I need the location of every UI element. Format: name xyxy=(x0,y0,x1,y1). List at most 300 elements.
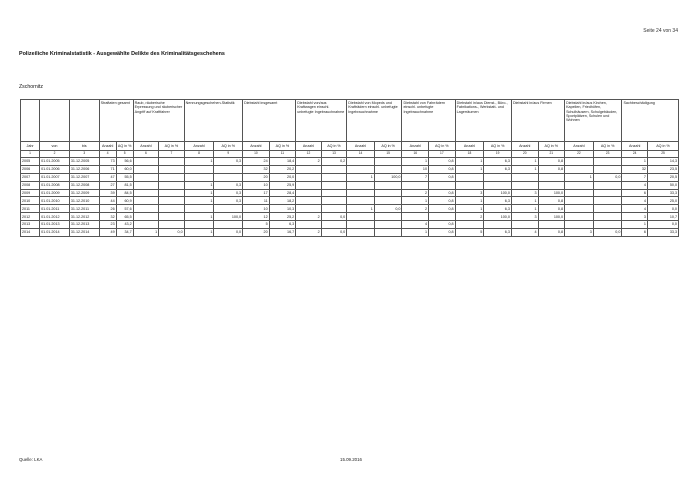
table-cell xyxy=(565,221,594,229)
table-cell xyxy=(159,158,185,166)
table-cell xyxy=(347,229,375,237)
table-cell: 1 xyxy=(455,158,484,166)
table-cell: 1 xyxy=(455,165,484,173)
table-cell: 0,8 xyxy=(429,158,456,166)
table-cell xyxy=(347,165,375,173)
table-row xyxy=(21,197,679,205)
table-cell: 2 xyxy=(296,229,322,237)
table-cell: 6,3 xyxy=(484,205,512,213)
group-header: Diebstahl in/aus Dienst-, Büro-, Fabrikations-, Werkstatt- und Lagerräumen xyxy=(455,100,511,142)
table-cell xyxy=(321,189,347,197)
table-cell: 34,7 xyxy=(116,229,133,237)
table-cell: 1 xyxy=(402,158,429,166)
header-spacer xyxy=(69,100,99,142)
table-cell xyxy=(484,173,512,181)
table-cell xyxy=(214,173,243,181)
table-cell: 0,0 xyxy=(321,229,347,237)
group-header: Diebstahl in/aus Firmen xyxy=(511,100,564,142)
table-cell: 0,8 xyxy=(538,197,565,205)
table-cell: 2 xyxy=(455,213,484,221)
table-cell: 31.12.2006 xyxy=(69,165,99,173)
table-cell: 2009 xyxy=(21,189,40,197)
column-header-clearance-rate: AQ in % xyxy=(214,142,243,151)
table-cell xyxy=(214,221,243,229)
table-cell: 32 xyxy=(622,165,648,173)
table-cell: 0,0 xyxy=(593,173,622,181)
table-cell: 1 xyxy=(184,197,214,205)
table-cell xyxy=(347,189,375,197)
table-cell xyxy=(511,173,538,181)
column-number: 5 xyxy=(116,151,133,158)
group-header: Sachbeschädigung xyxy=(622,100,679,142)
table-cell: 100,0 xyxy=(374,173,402,181)
table-cell xyxy=(538,181,565,189)
footer-date: 15.09.2016 xyxy=(340,457,362,462)
table-cell: 100,0 xyxy=(538,189,565,197)
table-row xyxy=(21,221,679,229)
table-cell xyxy=(593,189,622,197)
table-cell xyxy=(593,197,622,205)
table-cell xyxy=(296,189,322,197)
table-cell: 1 xyxy=(184,229,214,237)
table-cell xyxy=(402,181,429,189)
table-cell: 65,5 xyxy=(116,213,133,221)
table-row xyxy=(21,205,679,213)
table-cell: 12 xyxy=(243,213,270,221)
table-cell: 1 xyxy=(402,229,429,237)
table-cell xyxy=(321,181,347,189)
location-label: Zschornitz xyxy=(19,84,43,90)
column-header-count: Anzahl xyxy=(243,142,270,151)
table-cell: 1 xyxy=(622,221,648,229)
table-cell: 43,2 xyxy=(116,221,133,229)
table-cell: 2007 xyxy=(21,173,40,181)
column-number: 2 xyxy=(40,151,70,158)
table-cell: 47 xyxy=(99,173,116,181)
table-cell: 0,8 xyxy=(429,165,456,173)
table-cell: 1 xyxy=(511,165,538,173)
column-header-clearance-rate: AQ in % xyxy=(159,142,185,151)
table-cell xyxy=(455,173,484,181)
table-cell: 4 xyxy=(622,197,648,205)
table-cell: 31.12.2009 xyxy=(69,189,99,197)
table-cell: 6,3 xyxy=(269,221,296,229)
table-cell: 01.01.2005 xyxy=(40,158,70,166)
table-cell: 0,0 xyxy=(321,213,347,221)
table-cell xyxy=(538,173,565,181)
table-cell: 23 xyxy=(99,221,116,229)
column-header-count: Anzahl xyxy=(565,142,594,151)
table-cell xyxy=(296,197,322,205)
column-header-count: Anzahl xyxy=(99,142,116,151)
table-cell xyxy=(184,165,214,173)
group-header: Straftaten gesamt xyxy=(99,100,133,142)
table-cell: 31.12.2005 xyxy=(69,158,99,166)
table-cell: 60,9 xyxy=(116,197,133,205)
table-cell: 6,3 xyxy=(484,165,512,173)
table-cell: 3 xyxy=(622,213,648,221)
table-cell xyxy=(511,221,538,229)
column-number: 7 xyxy=(159,151,185,158)
table-cell: 01.01.2009 xyxy=(40,189,70,197)
column-header-clearance-rate: AQ in % xyxy=(593,142,622,151)
table-cell: 5 xyxy=(455,229,484,237)
column-header-count: Anzahl xyxy=(455,142,484,151)
table-cell xyxy=(133,197,159,205)
table-cell: 0,8 xyxy=(429,221,456,229)
table-cell: 25,0 xyxy=(647,197,678,205)
column-header-from: von xyxy=(40,142,70,151)
table-cell xyxy=(374,213,402,221)
table-cell xyxy=(214,165,243,173)
table-cell: 2 xyxy=(402,205,429,213)
column-header-count: Anzahl xyxy=(296,142,322,151)
table-cell: 49 xyxy=(99,229,116,237)
table-cell xyxy=(374,165,402,173)
column-number: 12 xyxy=(296,151,322,158)
table-cell xyxy=(347,213,375,221)
column-number: 9 xyxy=(214,151,243,158)
table-cell xyxy=(374,229,402,237)
table-cell: 2008 xyxy=(21,181,40,189)
table-cell: 0,2 xyxy=(321,158,347,166)
table-cell: 25,9 xyxy=(269,181,296,189)
table-cell: 1 xyxy=(184,158,214,166)
column-number: 1 xyxy=(21,151,40,158)
column-number: 20 xyxy=(511,151,538,158)
table-row xyxy=(21,165,679,173)
table-cell xyxy=(429,213,456,221)
table-cell: 0,3 xyxy=(214,197,243,205)
table-cell: 2013 xyxy=(21,221,40,229)
table-row xyxy=(21,173,679,181)
table-cell xyxy=(159,205,185,213)
table-group-header-row xyxy=(21,100,679,142)
table-cell: 3 xyxy=(511,189,538,197)
table-cell: 10,3 xyxy=(269,205,296,213)
table-cell xyxy=(347,197,375,205)
table-cell xyxy=(184,173,214,181)
table-cell: 10 xyxy=(402,165,429,173)
table-cell: 1 xyxy=(565,173,594,181)
table-cell xyxy=(565,165,594,173)
column-number: 17 xyxy=(429,151,456,158)
column-header-clearance-rate: AQ in % xyxy=(269,142,296,151)
table-cell: 01.01.2007 xyxy=(40,173,70,181)
table-cell: 31.12.2011 xyxy=(69,205,99,213)
table-cell: 32 xyxy=(99,213,116,221)
table-cell xyxy=(159,181,185,189)
table-cell: 18,4 xyxy=(269,158,296,166)
column-header-year: Jahr xyxy=(21,142,40,151)
footer-source: Quelle: LKA xyxy=(19,457,43,462)
table-cell: 0,3 xyxy=(214,158,243,166)
group-header: Diebstahl von/aus Kraftwagen einschl. unbefugte Ingebrauchnahme xyxy=(296,100,347,142)
document-title: Polizeiliche Kriminalstatistik - Ausgewählte Delikte des Kriminalitätsgeschehens xyxy=(19,51,225,57)
table-cell: 2012 xyxy=(21,213,40,221)
table-cell xyxy=(374,158,402,166)
table-cell: 24 xyxy=(243,158,270,166)
table-cell: 0,8 xyxy=(538,205,565,213)
table-cell: 10,7 xyxy=(647,213,678,221)
table-cell: 20,0 xyxy=(269,173,296,181)
column-header-count: Anzahl xyxy=(184,142,214,151)
table-cell: 01.01.2008 xyxy=(40,181,70,189)
table-cell xyxy=(565,205,594,213)
table-cell: 3 xyxy=(511,213,538,221)
table-cell xyxy=(429,181,456,189)
table-cell: 4 xyxy=(402,221,429,229)
table-cell xyxy=(593,158,622,166)
table-cell xyxy=(347,158,375,166)
table-cell xyxy=(133,173,159,181)
table-cell xyxy=(374,197,402,205)
table-cell xyxy=(321,221,347,229)
table-cell xyxy=(214,205,243,213)
table-cell: 11 xyxy=(243,197,270,205)
table-cell: 0,8 xyxy=(429,197,456,205)
column-number: 3 xyxy=(69,151,99,158)
table-cell: 100,0 xyxy=(484,189,512,197)
table-cell: 1 xyxy=(455,197,484,205)
table-cell xyxy=(133,213,159,221)
table-cell xyxy=(484,181,512,189)
table-cell xyxy=(374,181,402,189)
table-column-number-row xyxy=(21,151,679,158)
table-cell: 0,3 xyxy=(214,189,243,197)
header-spacer xyxy=(21,100,40,142)
table-cell: 0,0 xyxy=(647,205,678,213)
table-cell xyxy=(511,181,538,189)
table-cell: 1 xyxy=(511,205,538,213)
table-cell: 6,3 xyxy=(484,229,512,237)
table-cell xyxy=(184,205,214,213)
table-cell: 0,3 xyxy=(214,181,243,189)
table-cell: 2 xyxy=(296,213,322,221)
table-cell xyxy=(593,213,622,221)
table-cell xyxy=(565,181,594,189)
table-cell: 0,0 xyxy=(214,229,243,237)
table-cell xyxy=(133,165,159,173)
column-header-clearance-rate: AQ in % xyxy=(116,142,133,151)
table-cell: 20 xyxy=(243,229,270,237)
table-cell: 1 xyxy=(511,158,538,166)
column-number: 8 xyxy=(184,151,214,158)
table-cell: 56,6 xyxy=(116,158,133,166)
table-cell: 2011 xyxy=(21,205,40,213)
table-cell: 0,8 xyxy=(538,229,565,237)
table-cell: 1 xyxy=(511,197,538,205)
column-header-to: bis xyxy=(69,142,99,151)
table-cell xyxy=(159,221,185,229)
table-row xyxy=(21,158,679,166)
table-cell: 84,5 xyxy=(116,189,133,197)
table-cell: 26 xyxy=(99,205,116,213)
table-cell xyxy=(374,189,402,197)
column-number: 15 xyxy=(374,151,402,158)
table-cell: 1 xyxy=(455,205,484,213)
table-cell: 0,8 xyxy=(429,205,456,213)
table-cell xyxy=(133,205,159,213)
table-cell: 27 xyxy=(99,181,116,189)
table-cell xyxy=(184,221,214,229)
table-cell: 25,2 xyxy=(269,213,296,221)
table-cell: 71 xyxy=(99,165,116,173)
table-cell: 20 xyxy=(243,173,270,181)
column-number: 13 xyxy=(321,151,347,158)
table-cell: 32 xyxy=(243,165,270,173)
table-cell: 2 xyxy=(296,158,322,166)
table-cell: 2 xyxy=(402,189,429,197)
table-row xyxy=(21,189,679,197)
group-header: Diebstahl von Mopeds und Krafträdern einschl. unbefugte Ingebrauchnahme xyxy=(347,100,402,142)
table-cell xyxy=(565,158,594,166)
table-cell: 33,3 xyxy=(647,229,678,237)
table-cell xyxy=(133,181,159,189)
column-header-clearance-rate: AQ in % xyxy=(321,142,347,151)
header-spacer xyxy=(40,100,70,142)
table-cell: 55,5 xyxy=(116,173,133,181)
column-number: 10 xyxy=(243,151,270,158)
table-cell: 01.01.2006 xyxy=(40,165,70,173)
column-number: 18 xyxy=(455,151,484,158)
table-row xyxy=(21,213,679,221)
table-cell: 1 xyxy=(347,205,375,213)
table-cell xyxy=(296,205,322,213)
column-number: 24 xyxy=(622,151,648,158)
table-cell xyxy=(565,197,594,205)
table-cell xyxy=(593,221,622,229)
table-cell xyxy=(296,173,322,181)
table-cell: 0,0 xyxy=(159,229,185,237)
table-cell xyxy=(159,173,185,181)
table-cell: 01.01.2012 xyxy=(40,213,70,221)
table-cell: 33,3 xyxy=(647,189,678,197)
table-cell xyxy=(455,221,484,229)
table-cell: 17 xyxy=(243,189,270,197)
table-cell: 1 xyxy=(184,213,214,221)
column-header-count: Anzahl xyxy=(511,142,538,151)
table-cell xyxy=(593,165,622,173)
table-cell xyxy=(321,197,347,205)
table-cell: 4 xyxy=(511,229,538,237)
column-number: 14 xyxy=(347,151,375,158)
column-header-clearance-rate: AQ in % xyxy=(538,142,565,151)
table-cell: 5 xyxy=(243,221,270,229)
table-cell: 7 xyxy=(402,173,429,181)
table-unit-header-row xyxy=(21,142,679,151)
table-cell: 01.01.2013 xyxy=(40,221,70,229)
column-header-clearance-rate: AQ in % xyxy=(484,142,512,151)
table-cell xyxy=(133,158,159,166)
table-cell: 0,8 xyxy=(538,165,565,173)
table-cell: 28,4 xyxy=(269,189,296,197)
column-header-count: Anzahl xyxy=(347,142,375,151)
table-cell: 20,5 xyxy=(647,173,678,181)
table-cell: 39 xyxy=(99,189,116,197)
table-cell: 0,0 xyxy=(593,229,622,237)
table-cell xyxy=(538,221,565,229)
column-number: 11 xyxy=(269,151,296,158)
table-cell: 20,2 xyxy=(269,165,296,173)
table-cell: 1 xyxy=(347,173,375,181)
table-cell: 1 xyxy=(622,158,648,166)
column-number: 19 xyxy=(484,151,512,158)
table-cell: 6,3 xyxy=(484,197,512,205)
group-header: Raub, räuberische Erpressung und räuberischer Angriff auf Kraftfahrer xyxy=(133,100,184,142)
group-header: Diebstahl insgesamt xyxy=(243,100,296,142)
table-cell: 31.12.2014 xyxy=(69,229,99,237)
table-cell xyxy=(159,213,185,221)
table-cell: 44 xyxy=(99,197,116,205)
table-cell: 3 xyxy=(455,189,484,197)
table-cell: 0,8 xyxy=(538,158,565,166)
table-cell: 81,5 xyxy=(116,181,133,189)
column-header-clearance-rate: AQ in % xyxy=(374,142,402,151)
table-cell xyxy=(347,221,375,229)
table-cell: 4 xyxy=(622,181,648,189)
table-cell xyxy=(133,221,159,229)
group-header: Diebstahl von Fahrrädern einschl. unbefugte Ingebrauchnahme xyxy=(402,100,455,142)
table-cell xyxy=(455,181,484,189)
column-number: 21 xyxy=(538,151,565,158)
table-cell: 31.12.2010 xyxy=(69,197,99,205)
table-cell: 1 xyxy=(402,197,429,205)
table-cell: 2006 xyxy=(21,165,40,173)
table-cell: 14,3 xyxy=(647,158,678,166)
table-cell: 31.12.2007 xyxy=(69,173,99,181)
column-header-clearance-rate: AQ in % xyxy=(429,142,456,151)
table-cell xyxy=(133,189,159,197)
table-cell: 1 xyxy=(184,189,214,197)
table-cell xyxy=(347,181,375,189)
table-cell: 10 xyxy=(243,181,270,189)
table-cell xyxy=(321,165,347,173)
column-number: 25 xyxy=(647,151,678,158)
table-cell: 2010 xyxy=(21,197,40,205)
table-cell xyxy=(321,173,347,181)
table-cell xyxy=(159,165,185,173)
table-cell xyxy=(321,205,347,213)
table-cell: 0,0 xyxy=(647,221,678,229)
table-row xyxy=(21,229,679,237)
crime-statistics-table xyxy=(20,99,679,237)
table-cell: 4 xyxy=(622,205,648,213)
table-cell: 0,8 xyxy=(429,229,456,237)
table-cell: 10 xyxy=(243,205,270,213)
table-cell: 100,0 xyxy=(484,213,512,221)
column-number: 16 xyxy=(402,151,429,158)
page-number: Seite 24 von 34 xyxy=(643,28,678,34)
table-cell: 2014 xyxy=(21,229,40,237)
column-number: 4 xyxy=(99,151,116,158)
column-header-count: Anzahl xyxy=(622,142,648,151)
column-header-count: Anzahl xyxy=(133,142,159,151)
table-cell: 01.01.2014 xyxy=(40,229,70,237)
table-cell: 6 xyxy=(622,189,648,197)
table-cell xyxy=(296,181,322,189)
table-cell xyxy=(593,181,622,189)
table-row xyxy=(21,181,679,189)
table-cell xyxy=(484,221,512,229)
column-number: 6 xyxy=(133,151,159,158)
table-cell: 31.12.2013 xyxy=(69,221,99,229)
table-cell xyxy=(593,205,622,213)
column-header-clearance-rate: AQ in % xyxy=(647,142,678,151)
table-cell: 3 xyxy=(565,229,594,237)
table-cell xyxy=(296,221,322,229)
table-cell xyxy=(402,213,429,221)
